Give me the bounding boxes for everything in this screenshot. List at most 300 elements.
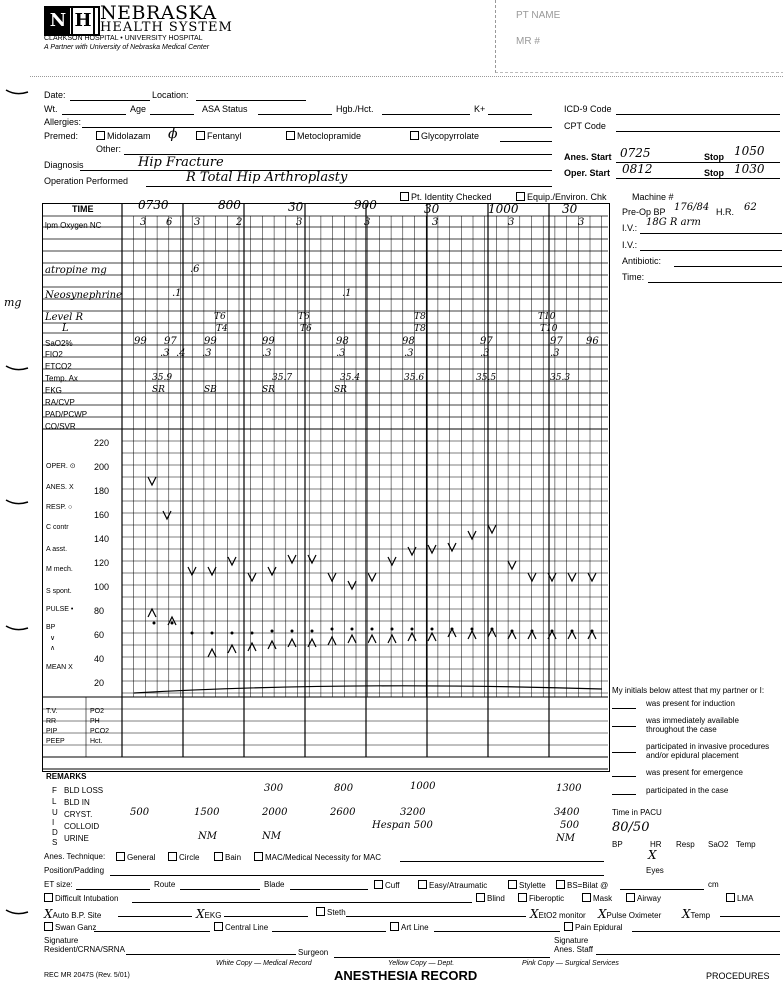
checkbox-icon bbox=[316, 907, 325, 916]
time-900: 900 bbox=[354, 198, 377, 212]
icd9-label: ICD-9 Code bbox=[564, 104, 612, 114]
operation-label: Operation Performed bbox=[44, 176, 129, 186]
y-220: 220 bbox=[94, 438, 110, 448]
steth-field[interactable] bbox=[346, 916, 526, 917]
pulse-dot bbox=[431, 628, 434, 631]
brand-line2: HEALTH SYSTEM bbox=[100, 20, 233, 35]
header-divider bbox=[30, 76, 783, 77]
oper-start-value: 0812 bbox=[622, 162, 653, 176]
antibiotic-field[interactable] bbox=[674, 266, 782, 267]
central-check[interactable] bbox=[214, 922, 268, 932]
temp-check[interactable] bbox=[682, 907, 710, 921]
swan-field[interactable] bbox=[94, 931, 210, 932]
bp-diastolic-mark bbox=[368, 635, 376, 643]
et-size-field[interactable] bbox=[76, 889, 150, 890]
attest-line[interactable] bbox=[612, 726, 636, 727]
technique-field[interactable] bbox=[400, 861, 604, 862]
pulse-dot bbox=[591, 630, 594, 633]
easy-check[interactable] bbox=[418, 880, 487, 890]
attest-line[interactable] bbox=[612, 708, 636, 709]
atropine-mark: .6 bbox=[190, 264, 200, 275]
checkbox-icon bbox=[168, 852, 177, 861]
o2-entry: 2 bbox=[236, 217, 243, 228]
pulse-ox-check[interactable] bbox=[598, 907, 661, 921]
route-field[interactable] bbox=[180, 889, 260, 890]
equip-check[interactable] bbox=[516, 192, 607, 202]
vent-ph: PH bbox=[90, 718, 100, 725]
preop-hr-label: H.R. bbox=[716, 207, 734, 217]
neo-mark: .1 bbox=[172, 288, 182, 299]
level-r-entry: T6 bbox=[298, 312, 310, 322]
operation-value: R Total Hip Arthroplasty bbox=[186, 170, 348, 185]
copy-white: White Copy — Medical Record bbox=[216, 960, 312, 967]
bp-diastolic-mark bbox=[248, 643, 256, 651]
logo-letter: H bbox=[71, 8, 95, 34]
pulse-dot bbox=[551, 630, 554, 633]
allergies-field[interactable] bbox=[82, 127, 552, 128]
oper-start-label: Oper. Start bbox=[564, 168, 611, 178]
lma-check[interactable] bbox=[726, 893, 753, 903]
row-level-l: L bbox=[62, 323, 69, 334]
level-r-entry: T10 bbox=[538, 312, 556, 322]
anes-start-label: Anes. Start bbox=[564, 152, 612, 162]
eto2-check[interactable] bbox=[530, 907, 586, 921]
auto-bp-label: Auto B.P. Site bbox=[52, 911, 102, 920]
fluid-bld-loss: BLD LOSS bbox=[64, 786, 104, 795]
diagnosis-label: Diagnosis bbox=[44, 160, 84, 170]
steth-check[interactable] bbox=[316, 907, 346, 917]
fio2-entry: .3 bbox=[202, 348, 212, 359]
vent-tv: T.V. bbox=[46, 708, 58, 715]
sig-label-1: Signature bbox=[44, 936, 79, 945]
cuff-check[interactable] bbox=[374, 880, 400, 890]
oper-stop-value: 1030 bbox=[734, 162, 765, 176]
premed-glycopyrrolate-label: Glycopyrrolate bbox=[421, 131, 480, 141]
attest-line[interactable] bbox=[612, 776, 636, 777]
difficult-check[interactable] bbox=[44, 893, 118, 903]
checkbox-icon bbox=[400, 192, 409, 201]
premed-label: Premed: bbox=[44, 131, 79, 141]
fio2-entry: .3 bbox=[336, 348, 346, 359]
legend-spont: S spont. bbox=[46, 588, 72, 595]
bp-diastolic-mark bbox=[288, 639, 296, 647]
form-title: ANESTHESIA RECORD bbox=[334, 968, 478, 983]
bp-diastolic-mark bbox=[208, 649, 216, 657]
checked-x-icon: X bbox=[44, 907, 53, 921]
pulse-dot bbox=[231, 632, 234, 635]
iv2-label: I.V.: bbox=[622, 240, 638, 250]
row-ekg: EKG bbox=[45, 386, 62, 395]
o2-entry: 3 bbox=[578, 217, 585, 228]
art-label: Art Line bbox=[401, 923, 429, 932]
bp-systolic-mark bbox=[208, 567, 216, 575]
blade-field[interactable] bbox=[290, 889, 368, 890]
checkbox-icon bbox=[418, 880, 427, 889]
row-neosynephrine: Neosynephrine bbox=[45, 290, 123, 301]
legend-resp: RESP. ○ bbox=[46, 504, 73, 511]
fio2-entry: .3 bbox=[404, 348, 414, 359]
copy-yellow: Yellow Copy — Dept. bbox=[388, 960, 455, 967]
k-label: K+ bbox=[474, 104, 486, 114]
machine-label: Machine # bbox=[632, 192, 674, 202]
checkbox-icon bbox=[214, 922, 223, 931]
legend-asst: A asst. bbox=[46, 546, 68, 553]
o2-entry: 6 bbox=[166, 217, 173, 228]
vent-hct: Hct. bbox=[90, 738, 103, 745]
attest-line[interactable] bbox=[612, 794, 636, 795]
checkbox-icon bbox=[196, 131, 205, 140]
bp-diastolic-mark bbox=[348, 635, 356, 643]
neo-mark: .1 bbox=[342, 288, 352, 299]
premed-midolazam[interactable] bbox=[96, 131, 151, 141]
resident-signature-field[interactable] bbox=[126, 954, 296, 955]
bld-loss-entry: 300 bbox=[264, 783, 284, 794]
pulse-dot bbox=[351, 628, 354, 631]
iv2-field[interactable] bbox=[640, 250, 782, 251]
art-check[interactable] bbox=[390, 922, 429, 932]
bp-diastolic-mark bbox=[148, 609, 156, 617]
checkbox-icon bbox=[410, 131, 419, 140]
resp-line bbox=[134, 686, 602, 693]
bp-systolic-mark bbox=[488, 525, 496, 533]
row-cvp: RA/CVP bbox=[45, 398, 75, 407]
k-field[interactable] bbox=[488, 114, 532, 115]
y-160: 160 bbox=[94, 510, 110, 520]
pulse-dot bbox=[491, 628, 494, 631]
fluid-bld-in: BLD IN bbox=[64, 798, 90, 807]
y-180: 180 bbox=[94, 486, 110, 496]
legend-contr: C contr bbox=[46, 524, 69, 531]
pacu-col-temp: Temp bbox=[736, 840, 756, 849]
ekg-check[interactable] bbox=[196, 907, 221, 921]
checkbox-icon bbox=[626, 893, 635, 902]
fluid-letter: I bbox=[52, 818, 55, 827]
row-temp: Temp. Ax bbox=[45, 374, 78, 383]
central-field[interactable] bbox=[272, 931, 386, 932]
stylette-label: Stylette bbox=[519, 881, 546, 890]
cryst-entry: 2000 bbox=[262, 807, 288, 818]
fiberoptic-check[interactable] bbox=[518, 893, 564, 903]
icd9-field[interactable] bbox=[616, 114, 780, 115]
checkbox-icon bbox=[374, 880, 383, 889]
attest-line[interactable] bbox=[612, 752, 636, 753]
tech-mac[interactable] bbox=[254, 852, 381, 862]
fio2-entry: .3 bbox=[262, 348, 272, 359]
time-label: TIME bbox=[72, 204, 94, 214]
attest-item: participated in the case bbox=[646, 786, 729, 795]
grid-lines bbox=[42, 203, 610, 773]
row-level-r: Level R bbox=[45, 312, 84, 323]
vent-rr: RR bbox=[46, 718, 57, 725]
legend-mean: MEAN X bbox=[46, 664, 73, 671]
bp-systolic-mark bbox=[408, 547, 416, 555]
time-0730: 0730 bbox=[138, 198, 169, 212]
tech-mac-label: MAC/Medical Necessity for MAC bbox=[265, 853, 382, 862]
pulse-dot bbox=[451, 628, 454, 631]
bp-diastolic-mark bbox=[328, 637, 336, 645]
fluid-colloid: COLLOID bbox=[64, 822, 100, 831]
y-120: 120 bbox=[94, 558, 110, 568]
cpt-field[interactable] bbox=[616, 131, 780, 132]
legend-anes: ANES. X bbox=[46, 484, 74, 491]
pulse-dot bbox=[511, 630, 514, 633]
ekg-field[interactable] bbox=[224, 916, 308, 917]
hgb-field[interactable] bbox=[382, 114, 470, 115]
fio2-entry: .3 bbox=[160, 348, 170, 359]
cm-label: cm bbox=[708, 880, 719, 889]
location-field[interactable] bbox=[196, 100, 306, 101]
pain-epidural-label: Pain Epidural bbox=[575, 923, 623, 932]
bp-systolic-mark bbox=[568, 573, 576, 581]
attest-item: participated in invasive procedures and/or epidural placement bbox=[646, 742, 770, 760]
tech-general-label: General bbox=[127, 853, 156, 862]
brand-line1: NEBRASKA bbox=[100, 2, 217, 24]
blind-label: Blind bbox=[487, 894, 505, 903]
cryst-entry: 3200 bbox=[400, 807, 426, 818]
asa-label: ASA Status bbox=[202, 104, 248, 114]
iv-value: 18G R arm bbox=[646, 217, 701, 228]
position-label: Position/Padding bbox=[44, 866, 105, 875]
fluid-letter: D bbox=[52, 828, 58, 837]
bp-systolic-mark bbox=[528, 573, 536, 581]
oper-time-line bbox=[616, 178, 780, 179]
equip-check-label: Equip./Environ. Chk bbox=[527, 192, 607, 202]
checkbox-icon bbox=[476, 893, 485, 902]
partner-line: A Partner with University of Nebraska Medical Center bbox=[44, 44, 210, 51]
abx-time-label: Time: bbox=[622, 272, 645, 282]
iv-field[interactable] bbox=[640, 233, 782, 234]
temp-entry: 35.9 bbox=[152, 373, 173, 383]
pacu-col-hr: HR bbox=[650, 840, 662, 849]
et-size-label: ET size: bbox=[44, 880, 73, 889]
tech-circle[interactable] bbox=[168, 852, 199, 862]
surgeon-label: Surgeon bbox=[298, 948, 329, 957]
checkbox-icon bbox=[44, 922, 53, 931]
fio2-entry: .4 bbox=[176, 348, 186, 359]
checkbox-icon bbox=[516, 192, 525, 201]
sao2-entry: 97 bbox=[164, 336, 177, 347]
swan-check[interactable] bbox=[44, 922, 96, 932]
o2-entry: 3 bbox=[432, 217, 439, 228]
pain-epidural-field[interactable] bbox=[632, 931, 780, 932]
patient-stamp bbox=[495, 0, 783, 73]
attest-item: was immediately available throughout the case bbox=[646, 716, 739, 734]
pulse-dot bbox=[291, 630, 294, 633]
time-800: 800 bbox=[218, 198, 241, 212]
temp-field[interactable] bbox=[720, 916, 780, 917]
checkbox-icon bbox=[518, 893, 527, 902]
premed-fentanyl[interactable] bbox=[196, 131, 242, 141]
tech-bain[interactable] bbox=[214, 852, 241, 862]
cryst-entry: 2600 bbox=[330, 807, 356, 818]
asa-field[interactable] bbox=[258, 114, 332, 115]
legend-bp: BP bbox=[46, 624, 56, 631]
sao2-entry: 99 bbox=[204, 336, 217, 347]
checkbox-icon bbox=[96, 131, 105, 140]
colloid-entry: Hespan 500 bbox=[372, 820, 433, 831]
anes-staff-signature-field[interactable] bbox=[596, 954, 780, 955]
cryst-entry: 500 bbox=[130, 807, 150, 818]
airway-check[interactable] bbox=[626, 893, 661, 903]
preop-bp-value: 176/84 bbox=[674, 202, 710, 213]
cpt-label: CPT Code bbox=[564, 121, 606, 131]
date-field[interactable] bbox=[70, 100, 150, 101]
vent-peep: PEEP bbox=[46, 738, 65, 745]
sig-label-3: Signature bbox=[554, 936, 589, 945]
pulse-dot bbox=[411, 628, 414, 631]
checkbox-icon bbox=[556, 880, 565, 889]
pulse-dot bbox=[531, 630, 534, 633]
bp-systolic-mark bbox=[163, 511, 171, 519]
time-1030: 30 bbox=[562, 202, 578, 216]
row-oxygen: lpm Oxygen NC bbox=[45, 221, 102, 230]
eto2-label: EtO2 monitor bbox=[538, 911, 586, 920]
steth-label: Steth bbox=[327, 908, 346, 917]
age-label: Age bbox=[130, 104, 147, 114]
sig-label-4: Anes. Staff bbox=[554, 945, 593, 954]
pulse-dot bbox=[171, 622, 174, 625]
airway-label: Airway bbox=[637, 894, 662, 903]
age-field[interactable] bbox=[150, 114, 194, 115]
bs-label: BS=Bilat @ bbox=[567, 881, 609, 890]
pulse-dot bbox=[371, 628, 374, 631]
sao2-entry: 96 bbox=[586, 336, 599, 347]
checkbox-icon bbox=[254, 852, 263, 861]
bp-systolic-mark bbox=[248, 573, 256, 581]
premed-metoclopramide-label: Metoclopramide bbox=[297, 131, 362, 141]
form-number: REC MR 2047S (Rev. 5/01) bbox=[44, 972, 130, 979]
premed-metoclopramide[interactable] bbox=[286, 131, 361, 141]
preop-hr-value: 62 bbox=[744, 202, 757, 213]
y-40: 40 bbox=[94, 654, 105, 664]
tech-bain-label: Bain bbox=[225, 853, 242, 862]
surgeon-field[interactable] bbox=[334, 957, 550, 958]
operation-field[interactable] bbox=[146, 186, 552, 187]
checkbox-icon bbox=[286, 131, 295, 140]
wt-field[interactable] bbox=[62, 114, 126, 115]
checkbox-icon bbox=[508, 880, 517, 889]
anes-stop-value: 1050 bbox=[734, 144, 765, 158]
legend-oper: OPER. ⊙ bbox=[46, 463, 76, 470]
abx-time-field[interactable] bbox=[648, 282, 782, 283]
tech-circle-label: Circle bbox=[179, 853, 200, 862]
remarks-label: REMARKS bbox=[46, 772, 87, 781]
checkbox-icon bbox=[582, 893, 591, 902]
temp-entry: 35.3 bbox=[550, 373, 571, 383]
mg-margin-note: mg bbox=[4, 296, 22, 309]
pain-epidural-check[interactable] bbox=[564, 922, 623, 932]
auto-bp-field[interactable] bbox=[118, 916, 192, 917]
pulse-dot bbox=[331, 628, 334, 631]
pulse-ox-label: Pulse Oximeter bbox=[606, 911, 662, 920]
sao2-entry: 99 bbox=[262, 336, 275, 347]
pulse-dot bbox=[211, 632, 214, 635]
blade-label: Blade bbox=[264, 880, 285, 889]
level-l-entry: T6 bbox=[300, 324, 312, 334]
stylette-check[interactable] bbox=[508, 880, 546, 890]
difficult-label: Difficult Intubation bbox=[55, 894, 119, 903]
difficult-field[interactable] bbox=[132, 902, 472, 903]
o2-entry: 3 bbox=[194, 217, 201, 228]
technique-label: Anes. Technique: bbox=[44, 852, 106, 861]
fiberoptic-label: Fiberoptic bbox=[529, 894, 565, 903]
legend-mech: M mech. bbox=[46, 566, 73, 573]
attest-item: was present for induction bbox=[646, 699, 735, 708]
cryst-entry: 1500 bbox=[194, 807, 220, 818]
blind-check[interactable] bbox=[476, 893, 505, 903]
premed-midolazam-label: Midolazam bbox=[107, 131, 151, 141]
sao2-entry: 97 bbox=[480, 336, 493, 347]
bp-diastolic-mark bbox=[408, 633, 416, 641]
hospitals-line: CLARKSON HOSPITAL • UNIVERSITY HOSPITAL bbox=[44, 35, 203, 42]
position-field[interactable] bbox=[110, 875, 604, 876]
cryst-entry: 3400 bbox=[554, 807, 580, 818]
pt-identity-check[interactable] bbox=[400, 192, 492, 202]
wt-label: Wt. bbox=[44, 104, 58, 114]
date-label: Date: bbox=[44, 90, 66, 100]
mask-check[interactable] bbox=[582, 893, 612, 903]
bp-systolic-mark bbox=[508, 561, 516, 569]
hgb-label: Hgb./Hct. bbox=[336, 104, 374, 114]
pt-identity-label: Pt. Identity Checked bbox=[411, 192, 492, 202]
antibiotic-label: Antibiotic: bbox=[622, 256, 662, 266]
bp-diastolic-mark bbox=[428, 633, 436, 641]
row-fio2: FIO2 bbox=[45, 350, 63, 359]
fluid-urine: URINE bbox=[64, 834, 89, 843]
y-80: 80 bbox=[94, 606, 105, 616]
pulse-dot bbox=[311, 630, 314, 633]
bs-field[interactable] bbox=[620, 889, 704, 890]
legend-bp-dia: ∧ bbox=[50, 645, 56, 652]
art-field[interactable] bbox=[434, 931, 560, 932]
sao2-entry: 99 bbox=[134, 336, 147, 347]
preop-bp-label: Pre-Op BP bbox=[622, 207, 666, 217]
ekg-entry: SR bbox=[334, 385, 347, 395]
pulse-dot bbox=[571, 630, 574, 633]
pacu-time-label: Time in PACU bbox=[612, 808, 662, 817]
level-l-entry: T4 bbox=[216, 324, 228, 334]
other-label: Other: bbox=[96, 144, 122, 154]
time-930: 30 bbox=[424, 202, 440, 216]
bs-check[interactable] bbox=[556, 880, 608, 890]
colloid-entry: 500 bbox=[560, 820, 580, 831]
premed-glyco-field[interactable] bbox=[500, 141, 552, 142]
auto-bp-check[interactable] bbox=[44, 907, 101, 921]
premed-glycopyrrolate[interactable] bbox=[410, 131, 479, 141]
row-pcwp: PAD/PCWP bbox=[45, 410, 88, 419]
time-830: 30 bbox=[288, 200, 304, 214]
vent-po2: PO2 bbox=[90, 708, 105, 715]
checkbox-icon bbox=[564, 922, 573, 931]
ekg-entry: SR bbox=[152, 385, 165, 395]
checked-x-icon: X bbox=[682, 907, 691, 921]
temp-entry: 35.5 bbox=[476, 373, 497, 383]
sao2-entry: 98 bbox=[336, 336, 349, 347]
y-200: 200 bbox=[94, 462, 110, 472]
fio2-entry: .3 bbox=[480, 348, 490, 359]
checkbox-icon bbox=[726, 893, 735, 902]
checked-x-icon: X bbox=[530, 907, 539, 921]
sig-label-2: Resident/CRNA/SRNA bbox=[44, 945, 125, 954]
copy-pink: Pink Copy — Surgical Services bbox=[522, 960, 619, 967]
iv-label: I.V.: bbox=[622, 223, 638, 233]
bld-loss-entry: 1000 bbox=[410, 781, 436, 792]
y-100: 100 bbox=[94, 582, 110, 592]
row-svr: CO/SVR bbox=[45, 422, 76, 431]
tech-general[interactable] bbox=[116, 852, 155, 862]
bp-systolic-mark bbox=[588, 573, 596, 581]
y-140: 140 bbox=[94, 534, 110, 544]
